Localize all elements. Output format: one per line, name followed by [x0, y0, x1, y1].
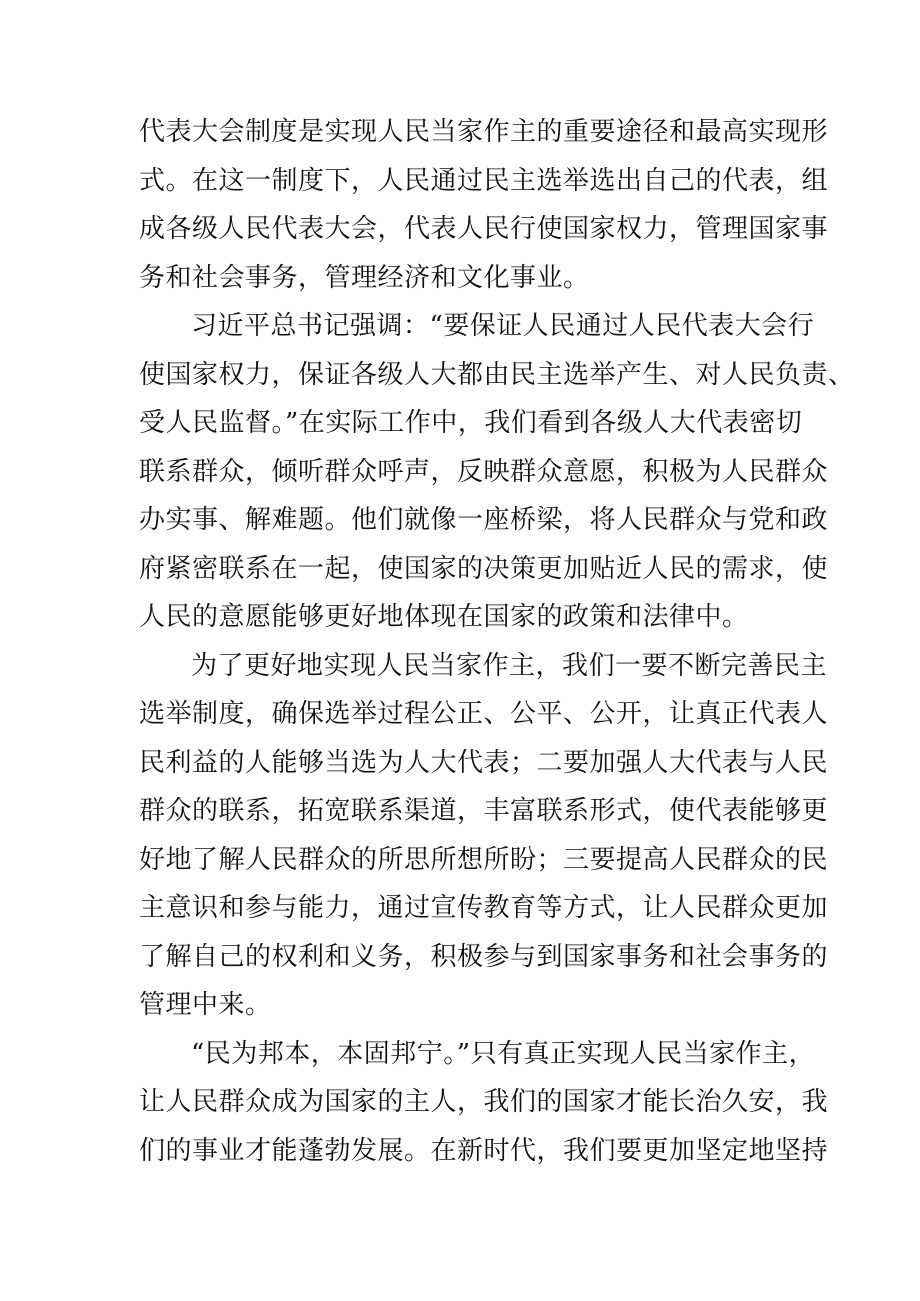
document-body [139, 108, 855, 1175]
text-line-15: 群众的联系，拓宽联系渠道，丰富联系形式，使代表能够更 [139, 796, 829, 826]
text-line-19: 管理中来。 [139, 990, 272, 1020]
text-line-13: 选举制度，确保选举过程公正、公平、公开，让真正代表人 [139, 699, 829, 729]
text-line-6: 使国家权力，保证各级人大都由民主选举产生、对人民负责、 [139, 359, 855, 390]
text-line-10: 府紧密联系在一起，使国家的决策更加贴近人民的需求，使 [139, 553, 829, 584]
text-line-22: 们的事业才能蓬勃发展。在新时代，我们要更加坚定地坚持 [139, 1135, 829, 1166]
text-line-4: 务和社会事务，管理经济和文化事业。 [139, 262, 590, 293]
text-line-2: 式。在这一制度下，人民通过民主选举选出自己的代表，组 [139, 165, 829, 196]
text-line-11: 人民的意愿能够更好地体现在国家的政策和法律中。 [139, 602, 749, 632]
text-line-3: 成各级人民代表大会，代表人民行使国家权力，管理国家事 [139, 214, 829, 244]
text-line-12: 为了更好地实现人民当家作主，我们一要不断完善民主 [191, 650, 828, 681]
text-line-1: 代表大会制度是实现人民当家作主的重要途径和最高实现形 [139, 117, 829, 147]
text-line-16: 好地了解人民群众的所思所想所盼；三要提高人民群众的民 [139, 844, 829, 875]
text-line-21: 让人民群众成为国家的主人，我们的国家才能长治久安，我 [139, 1087, 829, 1117]
text-line-8: 联系群众，倾听群众呼声，反映群众意愿，积极为人民群众 [139, 456, 829, 487]
text-line-5: 习近平总书记强调：“要保证人民通过人民代表大会行 [191, 311, 815, 341]
text-line-14: 民利益的人能够当选为人大代表；二要加强人大代表与人民 [139, 747, 829, 778]
text-line-18: 了解自己的权利和义务，积极参与到国家事务和社会事务的 [139, 941, 829, 972]
text-line-7: 受人民监督。”在实际工作中，我们看到各级人大代表密切 [139, 408, 803, 438]
text-line-17: 主意识和参与能力，通过宣传教育等方式，让人民群众更加 [139, 893, 829, 923]
text-line-9: 办实事、解难题。他们就像一座桥梁，将人民群众与党和政 [139, 505, 829, 535]
text-line-20: “民为邦本，本固邦宁。”只有真正实现人民当家作主， [191, 1038, 816, 1069]
